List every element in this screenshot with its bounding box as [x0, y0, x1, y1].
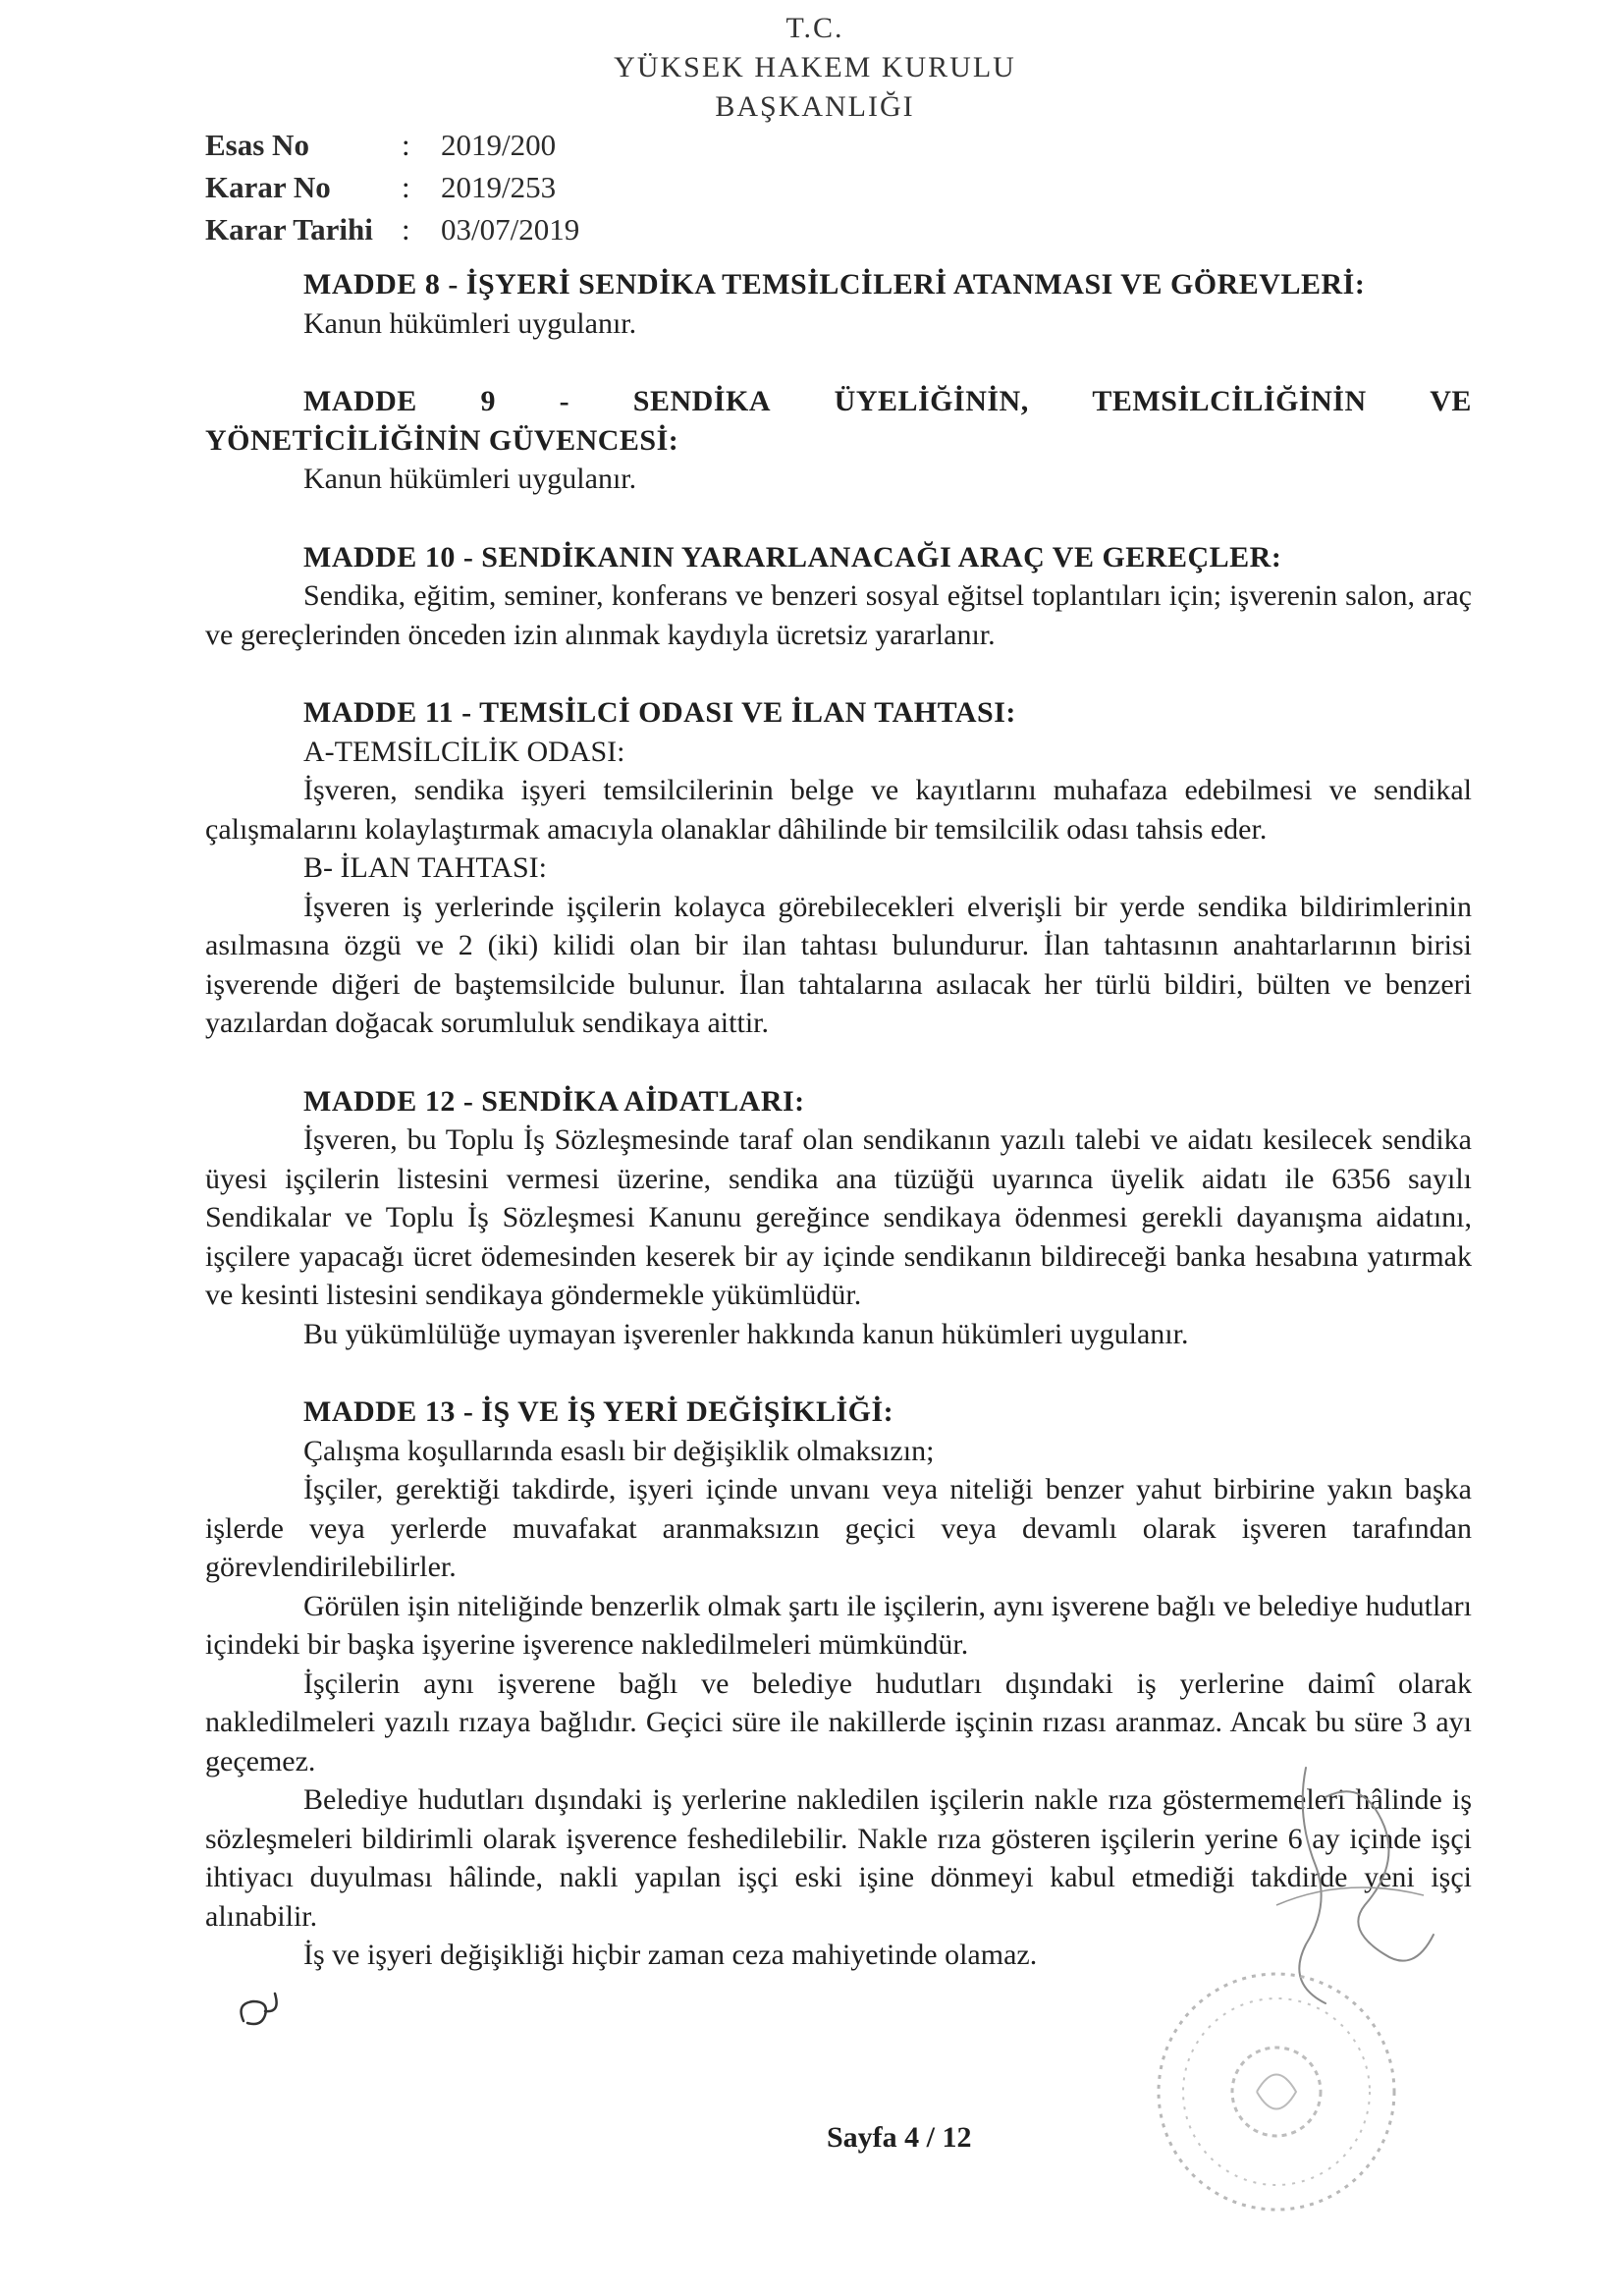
meta-row-tarih: Karar Tarihi : 03/07/2019 — [205, 208, 579, 250]
madde-10-body: Sendika, eğitim, seminer, konferans ve benzeri sosyal eğitsel toplantıları için; işverenin salon, araç ve gereçlerinden önceden izin alınmak kaydıyla ücretsiz yararlanır. — [205, 579, 1472, 651]
meta-label: Esas No — [205, 128, 309, 162]
official-seal-icon — [1129, 1944, 1424, 2239]
meta-value: 03/07/2019 — [441, 212, 580, 246]
madde-13-p2: İşçiler, gerektiği takdirde, işyeri içinde unvanı veya niteliği benzer yahut birbirine yakın başka işlerde veya yerlerde muvafakat aranmaksızın geçici veya devamlı olarak işveren tarafından görevlendirilebilirler. — [205, 1473, 1472, 1583]
case-meta — [205, 124, 579, 250]
madde-13-p4: İşçilerin aynı işverene bağlı ve belediye hudutları dışındaki iş yerlerine daimî olarak nakledilmeleri yazılı rızaya bağlıdır. Geçici süre ile nakillerde işçinin rızası aranmaz. Ancak bu süre 3 ayı geçemez. — [205, 1667, 1472, 1777]
madde-11-body-a: İşveren, sendika işyeri temsilcilerinin belge ve kayıtlarını muhafaza edebilmesi ve sendikal çalışmalarını kolaylaştırmak amacıyla olanaklar dâhilinde bir temsilcilik odası tahsis eder. — [205, 774, 1472, 846]
header-institution: YÜKSEK HAKEM KURULU — [614, 51, 1016, 83]
madde-11-body-b: İşveren iş yerlerinde işçilerin kolayca görebilecekleri elverişli bir yerde sendika bildirimlerinin asılmasına özgü ve 2 (iki) kilidi olan bir ilan tahtası bulundurur. İlan tahtasının anahtarlarının birisi işverende diğeri de baştemsilcide bulunur. İlan tahtalarına asılacak her türlü bildiri, bülten ve benzeri yazılardan doğacak sorumluluk sendikaya aittir. — [205, 890, 1472, 1039]
madde-13-p6: İş ve işyeri değişikliği hiçbir zaman ceza mahiyetinde olamaz. — [303, 1939, 1038, 1971]
madde-9-title: MADDE 9 - SENDİKA ÜYELİĞİNİN, TEMSİLCİLİĞİNİN VE — [303, 385, 1472, 417]
meta-row-esas: Esas No : 2019/200 — [205, 124, 579, 166]
page-number: Sayfa 4 / 12 — [827, 2121, 972, 2154]
madde-10-title: MADDE 10 - SENDİKANIN YARARLANACAĞI ARAÇ VE GEREÇLER: — [303, 540, 1282, 574]
madde-13-p1: Çalışma koşullarında esaslı bir değişiklik olmaksızın; — [303, 1434, 935, 1467]
header-department: BAŞKANLIĞI — [715, 90, 915, 123]
madde-12-title: MADDE 12 - SENDİKA AİDATLARI: — [303, 1084, 805, 1118]
madde-13-p5: Belediye hudutları dışındaki iş yerlerine nakledilen işçilerin nakle rıza göstermemeleri hâlinde iş sözleşmeleri bildirimli olarak işverence feshedilebilir. Nakle rıza gösteren işçilerin yerine 6 ay içinde işçi ihtiyacı duyulması hâlinde, nakli yapılan işçi eski işine dönmeyi kabul etmediği takdirde yeni işçi alınabilir. — [205, 1783, 1472, 1933]
madde-13-title: MADDE 13 - İŞ VE İŞ YERİ DEĞİŞİKLİĞİ: — [303, 1395, 894, 1428]
meta-value: 2019/200 — [441, 128, 557, 162]
meta-label: Karar Tarihi — [205, 212, 373, 246]
madde-11-sub-b: B- İLAN TAHTASI: — [303, 851, 547, 884]
madde-9-title-line2: YÖNETİCİLİĞİNİN GÜVENCESİ: — [205, 423, 679, 457]
madde-9-body: Kanun hükümleri uygulanır. — [303, 463, 637, 495]
madde-12-body-1: İşveren, bu Toplu İş Sözleşmesinde taraf olan sendikanın yazılı talebi ve aidatı kesilecek sendika üyesi işçilerin listesini vermesi üzerine, sendika ana tüzüğü uyarınca üyelik aidatı ile 6356 sayılı Sendikalar ve Toplu İş Sözleşmesi Kanunu gereğince sendikaya ödenmesi gerekli dayanışma aidatını, işçilere yapacağı ücret ödemesinden keserek bir ay içinde sendikanın bildireceği banka hesabına yatırmak ve kesinti listesini sendikaya göndermekle yükümlüdür. — [205, 1123, 1472, 1311]
madde-11-title: MADDE 11 - TEMSİLCİ ODASI VE İLAN TAHTASI: — [303, 696, 1016, 729]
madde-11-sub-a: A-TEMSİLCİLİK ODASI: — [303, 735, 625, 768]
meta-label: Karar No — [205, 170, 331, 204]
madde-8-body: Kanun hükümleri uygulanır. — [303, 306, 637, 340]
meta-row-karar: Karar No : 2019/253 — [205, 166, 579, 208]
document-body — [205, 265, 1472, 1975]
madde-8-title: MADDE 8 - İŞYERİ SENDİKA TEMSİLCİLERİ ATANMASI VE GÖREVLERİ: — [303, 268, 1366, 301]
madde-13-p3: Görülen işin niteliğinde benzerlik olmak şartı ile işçilerin, aynı işverene bağlı ve belediye hudutları içindeki bir başka işyerine işverence nakledilmeleri mümkündür. — [205, 1589, 1472, 1661]
header-tc: T.C. — [785, 12, 844, 44]
meta-value: 2019/253 — [441, 170, 557, 204]
handwritten-mark-icon — [226, 1974, 295, 2043]
madde-12-body-2: Bu yükümlülüğe uymayan işverenler hakkında kanun hükümleri uygulanır. — [303, 1317, 1189, 1350]
